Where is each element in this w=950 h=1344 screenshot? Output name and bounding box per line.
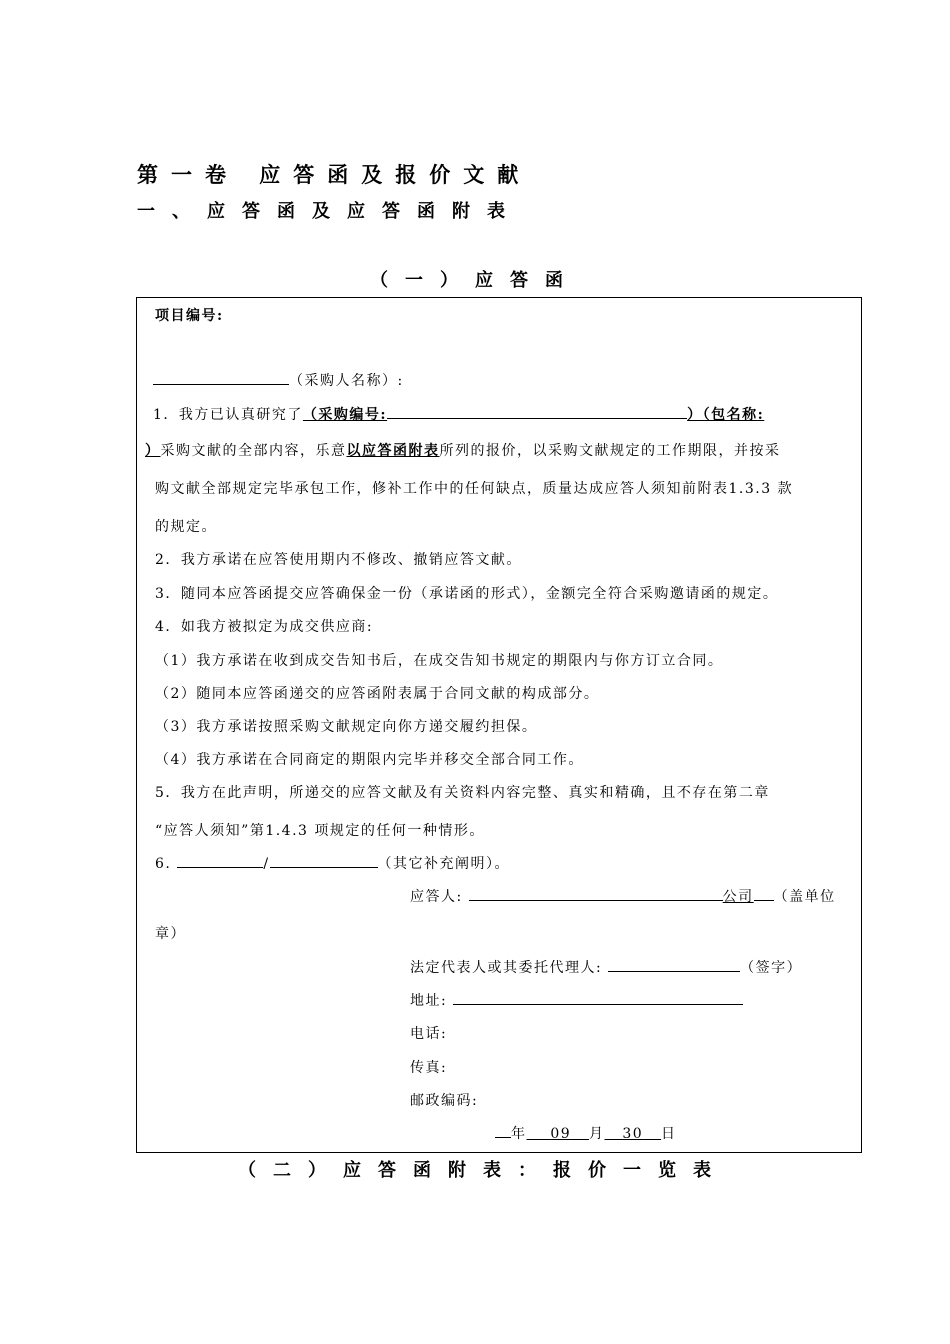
item-5-line-2: “应答人须知”第1.4.3 项规定的任何一种情形。	[155, 823, 485, 839]
date-day[interactable]	[605, 1126, 662, 1142]
procurement-no-blank[interactable]	[387, 404, 687, 419]
legal-rep-label: 法定代表人或其委托代理人:	[410, 960, 603, 976]
item-1-lead: 1．我方已认真研究了	[153, 407, 303, 423]
date-year-unit: 年	[511, 1126, 527, 1142]
address-blank[interactable]	[453, 990, 743, 1005]
volume-title: 第一卷 应答函及报价文献	[137, 163, 532, 187]
item-6	[155, 853, 510, 873]
date-day-value: 30	[622, 1126, 644, 1142]
signature-text: （签字）	[740, 960, 803, 976]
item-6-blank-a[interactable]	[177, 853, 263, 868]
purchaser-label: （采购人名称）:	[289, 373, 404, 389]
package-name-close: ）	[145, 443, 161, 459]
item-1-line-1	[153, 404, 764, 424]
item-1-line-3: 购文献全部规定完毕承包工作，修补工作中的任何缺点，质量达成应答人须知前附表1.3.3 款	[155, 481, 794, 497]
item-6-blank-b[interactable]	[270, 853, 378, 868]
date-month-unit: 月	[589, 1126, 605, 1142]
date-month[interactable]	[527, 1126, 590, 1142]
respondent-row	[410, 886, 836, 906]
item-3: 3．随同本应答函提交应答确保金一份（承诺函的形式），金额完全符合采购邀请函的规定。	[155, 586, 779, 602]
date-day-unit: 日	[661, 1126, 677, 1142]
seal-text-cont: 章）	[155, 926, 186, 942]
package-name-label: ）（包名称:	[687, 407, 765, 423]
date-year-blank[interactable]	[495, 1123, 511, 1138]
company-text: 公司	[722, 889, 754, 905]
item-5-line-1: 5．我方在此声明，所递交的应答文献及有关资料内容完整、真实和精确，且不存在第二章	[155, 785, 770, 801]
respondent-label: 应答人:	[410, 889, 463, 905]
legal-rep-row	[410, 957, 802, 977]
phone-label: 电话:	[410, 1026, 448, 1042]
purchaser-name-blank[interactable]	[153, 370, 289, 385]
item-4-4: （4）我方承诺在合同商定的期限内完毕并移交全部合同工作。	[155, 752, 584, 768]
legal-rep-blank[interactable]	[608, 957, 740, 972]
date-row	[495, 1123, 677, 1143]
item-1-text-a: 采购文献的全部内容，乐意	[160, 443, 347, 459]
item-6-tail: （其它补充阐明）。	[377, 856, 511, 872]
item-1-line-4: 的规定。	[155, 519, 217, 535]
item-1-text-b: 所列的报价，以采购文献规定的工作期限，并按采	[439, 443, 781, 459]
procurement-no-label: （采购编号:	[302, 407, 388, 423]
item-4-1: （1）我方承诺在收到成交告知书后，在成交告知书规定的期限内与你方订立合同。	[155, 653, 724, 669]
item-6-lead: 6.	[155, 856, 172, 872]
attachment-link[interactable]: 以应答函附表	[346, 443, 440, 459]
company-blank-tail	[754, 886, 774, 901]
part-one-title: （一）应答函	[370, 270, 580, 291]
item-4-3: （3）我方承诺按照采购文献规定向你方递交履约担保。	[155, 719, 538, 735]
part-two-title: （二）应答函附表：报价一览表	[238, 1160, 728, 1181]
project-no-label: 项目编号:	[155, 308, 224, 324]
date-month-value: 09	[550, 1126, 572, 1142]
respondent-name-blank[interactable]	[469, 886, 723, 901]
section-title: 一、应答函及应答函附表	[137, 201, 522, 222]
item-2: 2．我方承诺在应答使用期内不修改、撤销应答文献。	[155, 552, 522, 568]
address-label: 地址:	[410, 993, 448, 1009]
item-1-line-2	[145, 440, 781, 460]
fax-label: 传真:	[410, 1060, 448, 1076]
item-6-slash: /	[263, 856, 270, 872]
item-4-2: （2）随同本应答函递交的应答函附表属于合同文献的构成部分。	[155, 686, 600, 702]
item-4: 4．如我方被拟定为成交供应商:	[155, 619, 374, 635]
purchaser-row	[153, 370, 404, 390]
seal-text: （盖单位	[773, 889, 836, 905]
address-row	[410, 990, 743, 1010]
postcode-label: 邮政编码:	[410, 1093, 479, 1109]
